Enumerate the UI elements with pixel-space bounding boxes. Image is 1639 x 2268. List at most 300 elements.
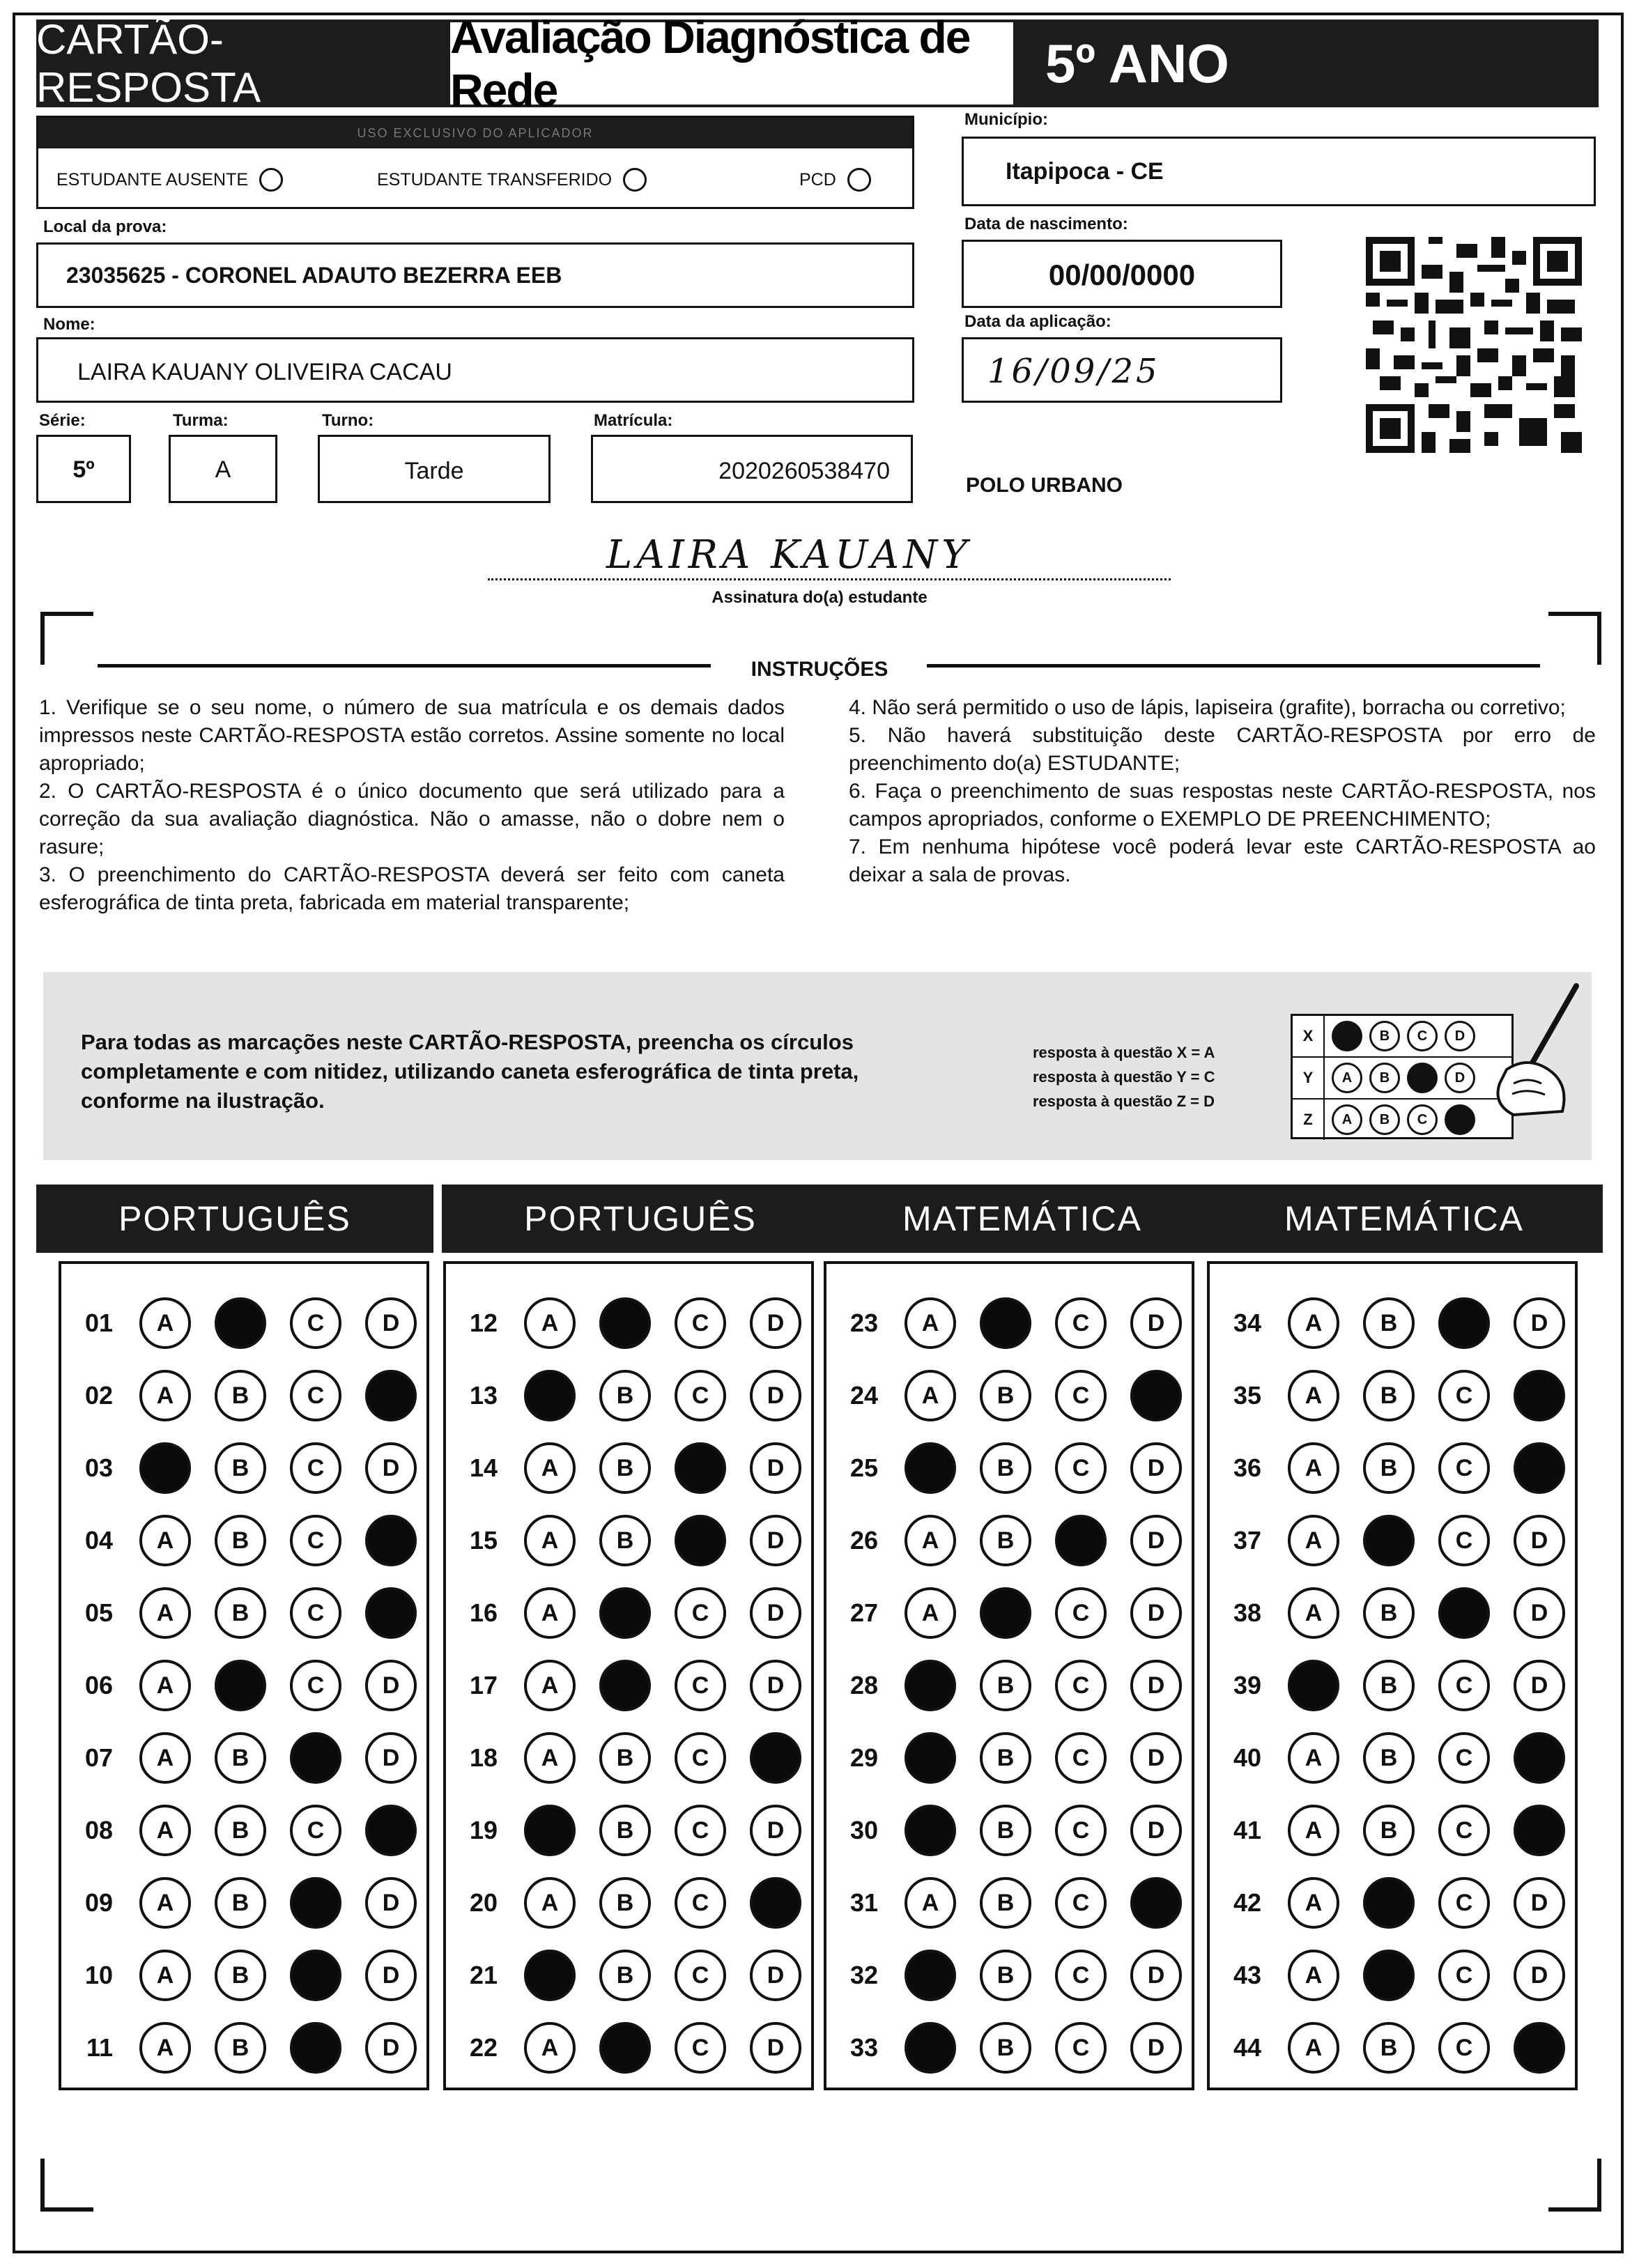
answer-bubble-c[interactable]: C [675,1442,726,1494]
answer-bubble-b[interactable]: B [599,1515,651,1566]
answer-bubble-a[interactable]: A [139,1442,191,1494]
example-bubble-b: B [1369,1021,1400,1051]
answer-bubble-b[interactable]: B [980,1732,1031,1784]
answer-bubble-c[interactable]: C [1438,1950,1490,2001]
answer-bubble-a[interactable]: A [1288,1805,1339,1856]
question-row [826,1292,1192,1355]
question-number: 22 [469,2033,498,2062]
answer-bubble-b[interactable]: B [215,1805,266,1856]
answer-bubble-c[interactable]: C [675,1515,726,1566]
answer-bubble-d[interactable]: D [365,1515,417,1566]
answer-bubble-b[interactable]: B [980,1877,1031,1929]
answer-bubble-b[interactable]: B [599,1732,651,1784]
answer-bubble-d[interactable]: D [750,1297,801,1349]
answer-bubble-c[interactable]: C [675,2022,726,2074]
question-number: 08 [84,1816,113,1844]
status-transferred-radio[interactable] [623,168,647,192]
question-number: 40 [1233,1743,1261,1772]
answer-bubble-c[interactable]: C [1055,1660,1107,1711]
question-row [446,1872,811,1934]
question-number: 35 [1233,1381,1261,1410]
answer-bubble-b[interactable]: B [1363,1297,1415,1349]
answer-bubble-a[interactable]: A [1288,1950,1339,2001]
question-row [61,1292,426,1355]
answer-bubble-b[interactable]: B [1363,1587,1415,1639]
signature-label: Assinatura do(a) estudante [711,588,928,607]
answer-bubble-d[interactable]: D [365,1370,417,1421]
answer-bubble-c[interactable]: C [290,2022,341,2074]
answer-bubble-a[interactable]: A [1288,1515,1339,1566]
section-title: PORTUGUÊS [442,1185,839,1253]
question-number: 06 [84,1671,113,1699]
card-title: CARTÃO-RESPOSTA [36,16,261,111]
answer-bubble-c[interactable]: C [675,1950,726,2001]
answer-bubble-a[interactable]: A [1288,1297,1339,1349]
question-number: 29 [849,1743,878,1772]
question-number: 34 [1233,1309,1261,1337]
answer-bubble-d[interactable]: D [365,1950,417,2001]
answer-bubble-a[interactable]: A [1288,2022,1339,2074]
local-field [36,242,914,308]
answer-bubble-a[interactable]: A [905,1805,956,1856]
question-row [826,1944,1192,2007]
question-row [1210,1437,1575,1499]
answer-bubble-a[interactable]: A [524,1732,576,1784]
question-row [61,1582,426,1644]
answer-bubble-c[interactable]: C [1438,1877,1490,1929]
answer-bubble-d[interactable]: D [1514,1587,1565,1639]
answer-bubble-a[interactable]: A [1288,1877,1339,1929]
serie-field [36,435,131,503]
corner-mark-top-left [40,612,93,665]
question-number: 26 [849,1526,878,1555]
answer-bubble-d[interactable]: D [750,1950,801,2001]
answer-bubble-a[interactable]: A [1288,1660,1339,1711]
answer-bubble-b[interactable]: B [599,1805,651,1856]
answer-bubble-b[interactable]: B [980,1587,1031,1639]
answer-bubble-d[interactable]: D [365,1297,417,1349]
answer-bubble-c[interactable]: C [1438,1515,1490,1566]
fill-example-legend [1033,1040,1215,1113]
turno-label: Turno: [322,411,374,430]
answer-bubble-a[interactable]: A [524,1950,576,2001]
answer-bubble-b[interactable]: B [215,1660,266,1711]
answer-bubble-c[interactable]: C [290,1442,341,1494]
answer-bubble-c[interactable]: C [675,1877,726,1929]
answer-bubble-d[interactable]: D [750,1877,801,1929]
answer-bubble-c[interactable]: C [1438,1370,1490,1421]
question-row [1210,1582,1575,1644]
question-row [446,1654,811,1717]
answer-bubble-d[interactable]: D [750,2022,801,2074]
status-absent-radio[interactable] [259,168,283,192]
question-number: 04 [84,1526,113,1555]
instructions-title: INSTRUÇÕES [751,658,888,681]
answer-bubble-c[interactable]: C [1055,1587,1107,1639]
answer-bubble-c[interactable]: C [290,1805,341,1856]
question-row [61,1364,426,1427]
local-label: Local da prova: [43,217,167,236]
question-number: 17 [469,1671,498,1699]
answer-bubble-a[interactable]: A [905,1950,956,2001]
answer-bubble-c[interactable]: C [1055,1805,1107,1856]
application-date-label: Data da aplicação: [964,312,1111,331]
signature-line[interactable] [488,532,1171,580]
answer-bubble-c[interactable]: C [1438,2022,1490,2074]
answer-bubble-b[interactable]: B [215,1950,266,2001]
answer-bubble-b[interactable]: B [1363,1805,1415,1856]
example-bubble-c: C [1407,1063,1438,1093]
question-number: 18 [469,1743,498,1772]
municipio-label: Município: [964,110,1048,129]
fill-example-panel [43,972,1592,1160]
question-row [446,1582,811,1644]
answer-bubble-b[interactable]: B [599,1877,651,1929]
question-row [1210,1292,1575,1355]
question-row [826,1364,1192,1427]
answer-bubble-c[interactable]: C [290,1950,341,2001]
answer-bubble-d[interactable]: D [1130,1370,1182,1421]
example-bubble-c: C [1407,1104,1438,1135]
answer-bubble-b[interactable]: B [215,1877,266,1929]
answer-bubble-b[interactable]: B [599,1587,651,1639]
pen-hand-icon [1479,979,1583,1118]
answer-bubble-d[interactable]: D [1130,1877,1182,1929]
name-label: Nome: [43,315,95,334]
answer-bubble-a[interactable]: A [1288,1587,1339,1639]
question-row [446,1364,811,1427]
answer-bubble-d[interactable]: D [1130,1732,1182,1784]
answer-bubble-a[interactable]: A [524,1587,576,1639]
legend-x: resposta à questão X = A [1033,1044,1215,1061]
fill-example-text: Para todas as marcações neste CARTÃO-RESPOSTA, preencha os círculos completamente e com nitidez, utilizando caneta esferográfica de tinta preta, conforme na ilustração. [81,1030,859,1113]
answer-bubble-b[interactable]: B [215,1587,266,1639]
signature-value: LAIRA KAUANY [606,532,972,578]
question-number: 32 [849,1961,878,1989]
question-number: 12 [469,1309,498,1337]
answer-bubble-c[interactable]: C [1055,1370,1107,1421]
answer-bubble-a[interactable]: A [905,1732,956,1784]
answer-bubble-b[interactable]: B [599,1297,651,1349]
answer-bubble-c[interactable]: C [1438,1660,1490,1711]
status-pcd-label: PCD [799,169,836,190]
answer-bubble-d[interactable]: D [750,1370,801,1421]
answer-bubble-a[interactable]: A [139,1515,191,1566]
question-number: 03 [84,1453,113,1482]
question-row [446,1437,811,1499]
answer-bubble-d[interactable]: D [365,1660,417,1711]
answer-bubble-a[interactable]: A [139,1950,191,2001]
answer-bubble-c[interactable]: C [1055,1297,1107,1349]
answer-bubble-c[interactable]: C [675,1732,726,1784]
answer-bubble-a[interactable]: A [1288,1370,1339,1421]
answer-bubble-a[interactable]: A [524,2022,576,2074]
question-row [1210,1364,1575,1427]
question-row [826,1582,1192,1644]
answer-bubble-d[interactable]: D [365,2022,417,2074]
answer-bubble-c[interactable]: C [1055,2022,1107,2074]
answer-bubble-a[interactable]: A [1288,1732,1339,1784]
applicator-strip: USO EXCLUSIVO DO APLICADOR [38,118,912,148]
question-row [1210,1872,1575,1934]
question-row [826,1799,1192,1862]
answer-bubble-b[interactable]: B [599,1370,651,1421]
example-bubble-a: A [1332,1063,1362,1093]
answer-bubble-b[interactable]: B [980,2022,1031,2074]
answer-bubble-b[interactable]: B [215,1297,266,1349]
answer-bubble-b[interactable]: B [1363,1732,1415,1784]
answer-bubble-c[interactable]: C [1055,1515,1107,1566]
answer-bubble-d[interactable]: D [1514,1805,1565,1856]
answer-bubble-c[interactable]: C [1438,1297,1490,1349]
answer-bubble-a[interactable]: A [524,1297,576,1349]
answer-bubble-b[interactable]: B [215,1515,266,1566]
answer-bubble-d[interactable]: D [1130,1587,1182,1639]
answer-bubble-b[interactable]: B [599,1442,651,1494]
answer-bubble-d[interactable]: D [365,1587,417,1639]
answer-bubble-c[interactable]: C [290,1515,341,1566]
serie-value: 5º [72,456,95,483]
answer-bubble-c[interactable]: C [290,1587,341,1639]
answer-bubble-d[interactable]: D [365,1732,417,1784]
example-bubble-d: D [1445,1021,1475,1051]
answer-bubble-b[interactable]: B [980,1660,1031,1711]
answer-bubble-a[interactable]: A [139,1297,191,1349]
answer-bubble-a[interactable]: A [1288,1442,1339,1494]
answer-bubble-b[interactable]: B [1363,1370,1415,1421]
legend-z: resposta à questão Z = D [1033,1093,1215,1110]
answer-bubble-a[interactable]: A [139,1732,191,1784]
question-number: 30 [849,1816,878,1844]
answer-bubble-d[interactable]: D [750,1660,801,1711]
status-pcd-radio[interactable] [847,168,871,192]
answer-bubble-a[interactable]: A [905,1297,956,1349]
polo-label: POLO URBANO [966,474,1123,497]
answer-bubble-c[interactable]: C [1055,1732,1107,1784]
question-number: 37 [1233,1526,1261,1555]
example-key: Z [1293,1100,1325,1140]
answer-bubble-c[interactable]: C [1438,1442,1490,1494]
answer-bubble-c[interactable]: C [675,1660,726,1711]
answer-bubble-b[interactable]: B [1363,1660,1415,1711]
answer-bubble-c[interactable]: C [675,1587,726,1639]
answer-bubble-a[interactable]: A [905,1515,956,1566]
answer-bubble-d[interactable]: D [1130,1660,1182,1711]
instruction-3: 3. O preenchimento do CARTÃO-RESPOSTA deverá ser feito com caneta esferográfica de tinta preta, fabricada em material transparente; [39,863,785,914]
question-number: 14 [469,1453,498,1482]
answer-bubble-d[interactable]: D [1130,1950,1182,2001]
question-row [61,1509,426,1572]
answer-bubble-a[interactable]: A [139,2022,191,2074]
example-bubble-b: B [1369,1063,1400,1093]
answer-bubble-d[interactable]: D [1514,1515,1565,1566]
answer-bubble-c[interactable]: C [290,1877,341,1929]
status-pcd[interactable] [799,168,871,192]
answer-bubble-b[interactable]: B [980,1370,1031,1421]
answer-bubble-c[interactable]: C [1438,1805,1490,1856]
answer-bubble-c[interactable]: C [675,1370,726,1421]
instruction-4: 4. Não será permitido o uso de lápis, lapiseira (grafite), borracha ou corretivo; [849,696,1566,719]
answer-bubble-d[interactable]: D [1514,1660,1565,1711]
question-number: 23 [849,1309,878,1337]
answer-bubble-b[interactable]: B [1363,1950,1415,2001]
answer-bubble-d[interactable]: D [365,1805,417,1856]
answer-bubble-d[interactable]: D [750,1442,801,1494]
question-number: 33 [849,2033,878,2062]
instructions-right [849,694,1596,889]
answer-bubble-b[interactable]: B [1363,1442,1415,1494]
answer-bubble-c[interactable]: C [1055,1877,1107,1929]
answer-bubble-d[interactable]: D [1514,2022,1565,2074]
answer-bubble-d[interactable]: D [750,1587,801,1639]
answer-bubble-c[interactable]: C [675,1805,726,1856]
answer-bubble-b[interactable]: B [980,1950,1031,2001]
answer-bubble-a[interactable]: A [139,1587,191,1639]
question-number: 09 [84,1888,113,1917]
question-row [61,1799,426,1862]
answer-bubble-d[interactable]: D [750,1805,801,1856]
turno-field [318,435,551,503]
answer-bubble-b[interactable]: B [215,1370,266,1421]
question-number: 07 [84,1743,113,1772]
answer-bubble-a[interactable]: A [139,1370,191,1421]
answer-bubble-d[interactable]: D [1514,1877,1565,1929]
answer-bubble-c[interactable]: C [1438,1732,1490,1784]
answer-bubble-d[interactable]: D [1130,2022,1182,2074]
answer-bubble-b[interactable]: B [980,1442,1031,1494]
section-title: MATEMÁTICA [1206,1185,1603,1253]
instruction-2: 2. O CARTÃO-RESPOSTA é o único documento que será utilizado para a correção da sua avaliação diagnóstica. Não o amasse, não o dobre nem o rasure; [39,780,785,858]
answer-bubble-a[interactable]: A [905,1587,956,1639]
qr-code [1366,237,1582,453]
turma-field [169,435,277,503]
answer-bubble-b[interactable]: B [215,1732,266,1784]
answer-bubble-d[interactable]: D [1130,1805,1182,1856]
answer-bubble-b[interactable]: B [980,1297,1031,1349]
question-number: 39 [1233,1671,1261,1699]
question-row [826,2016,1192,2079]
question-number: 42 [1233,1888,1261,1917]
matricula-field [591,435,913,503]
answer-bubble-b[interactable]: B [980,1515,1031,1566]
application-date-value: 16/09/25 [987,352,1160,391]
answer-bubble-b[interactable]: B [1363,2022,1415,2074]
birth-date-label: Data de nascimento: [964,215,1128,233]
answer-bubble-c[interactable]: C [1055,1950,1107,2001]
birth-date-value: 00/00/0000 [1048,259,1196,291]
municipio-field [962,137,1596,206]
question-row [1210,1944,1575,2007]
answer-bubble-a[interactable]: A [139,1660,191,1711]
answer-bubble-c[interactable]: C [675,1297,726,1349]
answer-bubble-d[interactable]: D [365,1877,417,1929]
answer-bubble-a[interactable]: A [905,2022,956,2074]
corner-mark-bottom-right [1548,2159,1601,2212]
answer-bubble-c[interactable]: C [290,1370,341,1421]
question-row [61,1872,426,1934]
status-absent[interactable] [56,168,283,192]
answer-bubble-a[interactable]: A [524,1877,576,1929]
answer-bubble-d[interactable]: D [1130,1297,1182,1349]
instruction-1: 1. Verifique se o seu nome, o número de sua matrícula e os demais dados impressos neste CARTÃO-RESPOSTA estão corretos. Assine somente no local apropriado; [39,696,785,775]
question-number: 24 [849,1381,878,1410]
answer-bubble-b[interactable]: B [1363,1877,1415,1929]
answer-bubble-c[interactable]: C [290,1732,341,1784]
question-row [61,1727,426,1789]
answer-bubble-c[interactable]: C [290,1297,341,1349]
question-row [1210,1799,1575,1862]
corner-mark-top-right [1548,612,1601,665]
answer-bubble-a[interactable]: A [524,1442,576,1494]
answer-bubble-b[interactable]: B [599,2022,651,2074]
instruction-5: 5. Não haverá substituição deste CARTÃO-RESPOSTA por erro de preenchimento do(a) ESTUDANTE; [849,724,1596,775]
example-bubble-d: D [1445,1104,1475,1135]
answer-bubble-b[interactable]: B [980,1805,1031,1856]
answer-bubble-d[interactable]: D [1130,1515,1182,1566]
applicator-box [36,116,914,209]
question-row [61,1944,426,2007]
name-value: LAIRA KAUANY OLIVEIRA CACAU [77,359,452,385]
question-number: 38 [1233,1598,1261,1627]
application-date-field[interactable] [962,337,1282,403]
answer-bubble-d[interactable]: D [1514,1442,1565,1494]
question-row [826,1509,1192,1572]
example-key: X [1293,1016,1325,1056]
answer-bubble-d[interactable]: D [750,1515,801,1566]
corner-mark-bottom-left [40,2159,93,2212]
answer-bubble-a[interactable]: A [139,1877,191,1929]
example-bubble-d: D [1445,1063,1475,1093]
answer-bubble-d[interactable]: D [365,1442,417,1494]
answer-bubble-b[interactable]: B [215,1442,266,1494]
question-number: 19 [469,1816,498,1844]
answer-bubble-a[interactable]: A [524,1370,576,1421]
assessment-title: Avaliação Diagnóstica de Rede [450,22,1013,105]
answer-bubble-a[interactable]: A [905,1660,956,1711]
answer-bubble-a[interactable]: A [524,1660,576,1711]
question-number: 16 [469,1598,498,1627]
answer-bubble-d[interactable]: D [1514,1370,1565,1421]
status-transferred[interactable] [377,168,647,192]
answer-bubble-c[interactable]: C [290,1660,341,1711]
answer-bubble-b[interactable]: B [599,1660,651,1711]
serie-label: Série: [39,411,86,430]
answer-bubble-a[interactable]: A [905,1877,956,1929]
answer-bubble-a[interactable]: A [905,1442,956,1494]
answer-bubble-c[interactable]: C [1055,1442,1107,1494]
example-bubble-b: B [1369,1104,1400,1135]
answer-bubble-a[interactable]: A [524,1515,576,1566]
question-number: 41 [1233,1816,1261,1844]
question-number: 43 [1233,1961,1261,1989]
answer-bubble-d[interactable]: D [1514,1297,1565,1349]
answer-bubble-b[interactable]: B [215,2022,266,2074]
answer-bubble-a[interactable]: A [139,1805,191,1856]
answer-bubble-d[interactable]: D [750,1732,801,1784]
question-number: 20 [469,1888,498,1917]
question-number: 44 [1233,2033,1261,2062]
answer-bubble-b[interactable]: B [1363,1515,1415,1566]
answer-bubble-d[interactable]: D [1130,1442,1182,1494]
answer-bubble-d[interactable]: D [1514,1950,1565,2001]
answer-bubble-b[interactable]: B [599,1950,651,2001]
answer-bubble-d[interactable]: D [1514,1732,1565,1784]
answer-bubble-c[interactable]: C [1438,1587,1490,1639]
example-key: Y [1293,1058,1325,1098]
section-title: MATEMÁTICA [824,1185,1221,1253]
answer-bubble-a[interactable]: A [905,1370,956,1421]
answer-bubble-a[interactable]: A [524,1805,576,1856]
